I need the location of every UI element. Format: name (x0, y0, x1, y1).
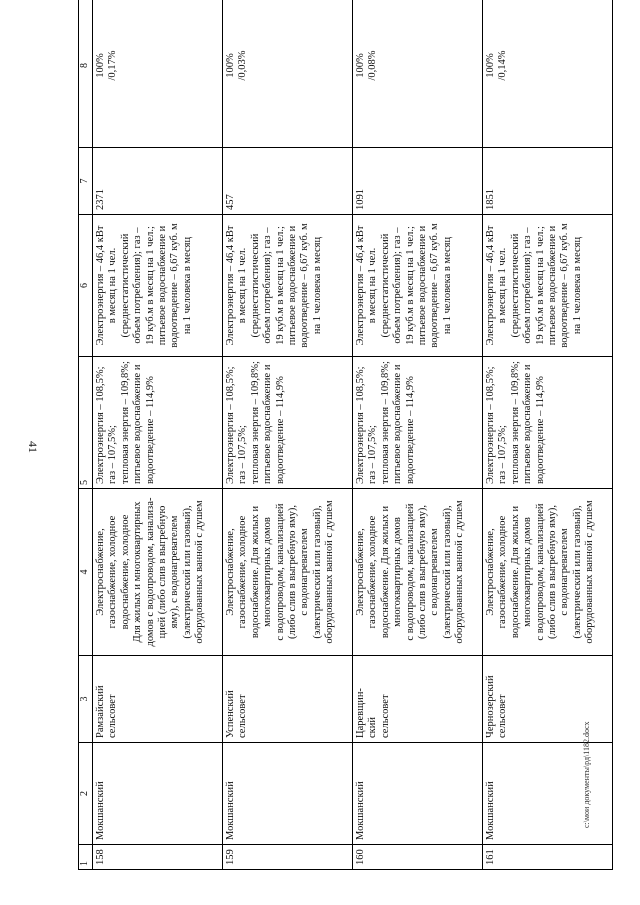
page-number: 41 (26, 441, 40, 453)
district-cell: Мокшанский (483, 743, 613, 845)
council-cell: Чернозерский сельсовет (483, 656, 613, 743)
col-header-8: 8 (79, 0, 93, 148)
footer-file-path: c:\мои документы\рд\1182.docx (582, 721, 591, 828)
tariffs-cell: Электроэнергия – 108,5%; газ – 107,5%; тепловая энергия – 109,8%; питьевое водоснабжение и водоотведение – 114,9% (483, 357, 613, 489)
share-cell: 100% /0,17% (93, 0, 223, 148)
col-header-4: 4 (79, 489, 93, 656)
col-header-3: 3 (79, 656, 93, 743)
col-header-1: 1 (79, 845, 93, 870)
population-cell: 2371 (93, 148, 223, 215)
population-cell: 457 (223, 148, 353, 215)
col-header-7: 7 (79, 148, 93, 215)
services-cell: Электроснабжение, газоснабжение, холодное водоснабжение, холодное Для жилых и многоквартирных домов с водопроводом, канализа- цией (либо слив в выгребную яму), с водонагревателем (электрический или газовый), оборудованных ванной с душем (93, 489, 223, 656)
row-number: 158 (93, 845, 223, 870)
table-row (353, 0, 483, 870)
norms-cell: Электроэнергия – 46,4 кВт в месяц на 1 чел. (среднестатистический объем потребления); газ – 19 куб.м в месяц на 1 чел.; питьевое водоснабжение и водоотведение – 6,67 куб. м на 1 человека в месяц (93, 215, 223, 357)
district-cell: Мокшанский (93, 743, 223, 845)
district-cell: Мокшанский (353, 743, 483, 845)
council-cell: Успенский сельсовет (223, 656, 353, 743)
council-cell: Рамзайский сельсовет (93, 656, 223, 743)
district-cell: Мокшанский (223, 743, 353, 845)
services-cell: Электроснабжение, газоснабжение, холодное водоснабжение. Для жилых и многоквартирных домов с водопроводом, канализацией (либо слив в выгребную яму), с водонагревателем (электрический или газовый), оборудованных ванной с душем (353, 489, 483, 656)
norms-cell: Электроэнергия – 46,4 кВт в месяц на 1 чел. (среднестатистический объем потребления); газ – 19 куб.м в месяц на 1 чел.; питьевое водоснабжение и водоотведение – 6,67 куб. м на 1 человека в месяц (223, 215, 353, 357)
table-row (93, 0, 223, 870)
services-cell: Электроснабжение, газоснабжение, холодное водоснабжение. Для жилых и многоквартирных домов с водопроводом, канализацией (либо слив в выгребную яму), с водонагревателем (электрический или газовый), оборудованных ванной с душем (223, 489, 353, 656)
services-cell: Электроснабжение, газоснабжение, холодное водоснабжение. Для жилых и многоквартирных домов с водопроводом, канализацией (либо слив в выгребную яму), с водонагревателем (электрический или газовый), оборудованных ванной с душем (483, 489, 613, 656)
col-header-6: 6 (79, 215, 93, 357)
row-number: 159 (223, 845, 353, 870)
norms-cell: Электроэнергия – 46,4 кВт в месяц на 1 чел. (среднестатистический объем потребления); газ – 19 куб.м в месяц на 1 чел.; питьевое водоснабжение и водоотведение – 6,67 куб. м на 1 человека в месяц (353, 215, 483, 357)
col-header-5: 5 (79, 357, 93, 489)
table-row (483, 0, 613, 870)
tariff-table (78, 0, 613, 870)
norms-cell: Электроэнергия – 46,4 кВт в месяц на 1 чел. (среднестатистический объем потребления); газ – 19 куб.м в месяц на 1 чел.; питьевое водоснабжение и водоотведение – 6,67 куб. м на 1 человека в месяц (483, 215, 613, 357)
col-header-2: 2 (79, 743, 93, 845)
council-cell: Царевщин- ский сельсовет (353, 656, 483, 743)
population-cell: 1091 (353, 148, 483, 215)
population-cell: 1851 (483, 148, 613, 215)
row-number: 161 (483, 845, 613, 870)
table-row (223, 0, 353, 870)
tariffs-cell: Электроэнергия – 108,5%; газ – 107,5%; тепловая энергия – 109,8%; питьевое водоснабжение и водоотведение – 114,9% (353, 357, 483, 489)
tariffs-cell: Электроэнергия – 108,5%; газ – 107,5%; тепловая энергия – 109,8%; питьевое водоснабжение и водоотведение – 114,9% (93, 357, 223, 489)
share-cell: 100% /0,08% (353, 0, 483, 148)
rotated-page (78, 40, 613, 870)
header-row (79, 0, 93, 870)
row-number: 160 (353, 845, 483, 870)
tariffs-cell: Электроэнергия – 108,5%; газ – 107,5%; тепловая энергия – 109,8%; питьевое водоснабжение и водоотведение – 114,9% (223, 357, 353, 489)
share-cell: 100% /0,14% (483, 0, 613, 148)
share-cell: 100% /0,03% (223, 0, 353, 148)
table-container (78, 40, 613, 870)
